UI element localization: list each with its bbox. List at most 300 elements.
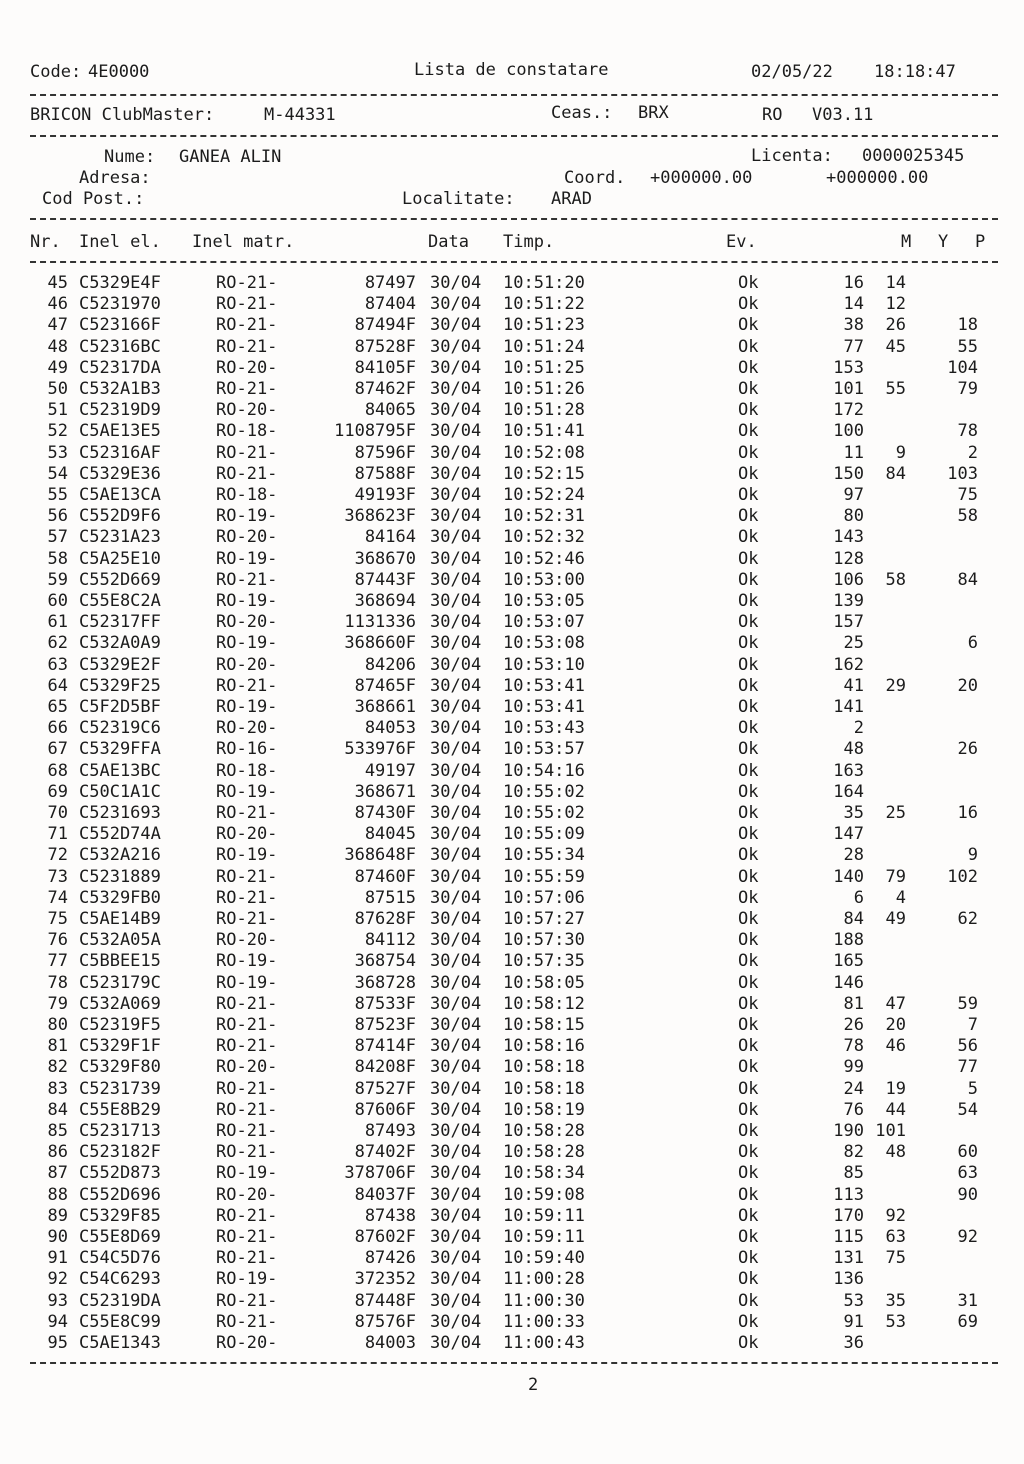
row-date: 30/04 <box>430 803 482 823</box>
column-header-inel-matr: Inel matr. <box>192 232 295 252</box>
column-header-m: M <box>901 232 912 252</box>
row-ring-country: RO-21- <box>216 994 278 1014</box>
table-row <box>0 315 1024 336</box>
row-time: 11:00:33 <box>503 1312 585 1332</box>
row-time: 10:55:09 <box>503 824 585 844</box>
row-date: 30/04 <box>430 421 482 441</box>
row-date: 30/04 <box>430 655 482 675</box>
row-date: 30/04 <box>430 1163 482 1183</box>
row-y: 29 <box>885 676 906 696</box>
row-y: 92 <box>885 1206 906 1226</box>
row-m: 113 <box>833 1185 864 1205</box>
row-ring-number: 87493 <box>364 1121 416 1141</box>
row-event: Ok <box>738 718 759 738</box>
row-p: 92 <box>957 1227 978 1247</box>
table-row <box>0 739 1024 760</box>
row-date: 30/04 <box>430 443 482 463</box>
locality-label: Localitate: <box>402 189 515 209</box>
row-event: Ok <box>738 867 759 887</box>
row-m: 99 <box>843 1057 864 1077</box>
row-p: 58 <box>957 506 978 526</box>
table-row <box>0 1206 1024 1227</box>
row-p: 55 <box>957 337 978 357</box>
row-ring-country: RO-19- <box>216 633 278 653</box>
row-date: 30/04 <box>430 570 482 590</box>
row-time: 10:57:35 <box>503 951 585 971</box>
row-ring-country: RO-21- <box>216 803 278 823</box>
row-time: 10:51:28 <box>503 400 585 420</box>
club-label: BRICON ClubMaster: <box>30 105 215 125</box>
row-m: 85 <box>843 1163 864 1183</box>
row-m: 14 <box>843 294 864 314</box>
row-ring-el: C52319F5 <box>79 1015 161 1035</box>
coord-x: +000000.00 <box>650 168 753 188</box>
row-time: 10:53:41 <box>503 697 585 717</box>
row-nr: 57 <box>47 527 68 547</box>
row-ring-el: C55E8B29 <box>79 1100 161 1120</box>
row-p: 5 <box>967 1079 978 1099</box>
row-ring-number: 87438 <box>364 1206 416 1226</box>
row-y: 19 <box>885 1079 906 1099</box>
row-nr: 91 <box>47 1248 68 1268</box>
row-y: 58 <box>885 570 906 590</box>
row-nr: 85 <box>47 1121 68 1141</box>
row-p: 18 <box>957 315 978 335</box>
row-ring-country: RO-21- <box>216 1227 278 1247</box>
row-event: Ok <box>738 1163 759 1183</box>
licence-value: 0000025345 <box>862 146 965 166</box>
row-p: 54 <box>957 1100 978 1120</box>
row-m: 146 <box>833 973 864 993</box>
ceas-label: Ceas.: <box>551 103 613 123</box>
row-ring-country: RO-21- <box>216 337 278 357</box>
row-event: Ok <box>738 845 759 865</box>
row-ring-country: RO-18- <box>216 761 278 781</box>
row-ring-country: RO-21- <box>216 1248 278 1268</box>
row-m: 188 <box>833 930 864 950</box>
row-y: 101 <box>875 1121 906 1141</box>
row-event: Ok <box>738 697 759 717</box>
row-time: 10:58:15 <box>503 1015 585 1035</box>
row-time: 10:58:12 <box>503 994 585 1014</box>
row-event: Ok <box>738 1185 759 1205</box>
row-p: 102 <box>947 867 978 887</box>
row-time: 10:59:08 <box>503 1185 585 1205</box>
row-event: Ok <box>738 1015 759 1035</box>
row-nr: 66 <box>47 718 68 738</box>
row-ring-el: C52316BC <box>79 337 161 357</box>
table-row <box>0 1142 1024 1163</box>
row-nr: 49 <box>47 358 68 378</box>
row-date: 30/04 <box>430 888 482 908</box>
row-ring-number: 87515 <box>364 888 416 908</box>
row-m: 101 <box>833 379 864 399</box>
row-ring-el: C52319C6 <box>79 718 161 738</box>
row-ring-country: RO-21- <box>216 1036 278 1056</box>
row-m: 48 <box>843 739 864 759</box>
row-date: 30/04 <box>430 315 482 335</box>
row-ring-number: 87426 <box>364 1248 416 1268</box>
row-ring-country: RO-18- <box>216 421 278 441</box>
row-ring-el: C5AE13BC <box>79 761 161 781</box>
row-date: 30/04 <box>430 358 482 378</box>
row-m: 140 <box>833 867 864 887</box>
row-m: 84 <box>843 909 864 929</box>
row-y: 53 <box>885 1312 906 1332</box>
table-row <box>0 1100 1024 1121</box>
row-nr: 74 <box>47 888 68 908</box>
row-m: 41 <box>843 676 864 696</box>
row-m: 150 <box>833 464 864 484</box>
row-ring-number: 87527F <box>354 1079 416 1099</box>
name-value: GANEA ALIN <box>179 147 282 167</box>
row-event: Ok <box>738 612 759 632</box>
row-ring-el: C5329F1F <box>79 1036 161 1056</box>
table-row <box>0 994 1024 1015</box>
row-ring-country: RO-21- <box>216 1142 278 1162</box>
row-date: 30/04 <box>430 930 482 950</box>
row-event: Ok <box>738 655 759 675</box>
table-row <box>0 633 1024 654</box>
row-time: 11:00:28 <box>503 1269 585 1289</box>
row-date: 30/04 <box>430 697 482 717</box>
table-row <box>0 1036 1024 1057</box>
version: V03.11 <box>812 105 874 125</box>
row-y: 63 <box>885 1227 906 1247</box>
row-m: 25 <box>843 633 864 653</box>
row-nr: 73 <box>47 867 68 887</box>
row-date: 30/04 <box>430 845 482 865</box>
row-date: 30/04 <box>430 464 482 484</box>
row-date: 30/04 <box>430 1227 482 1247</box>
row-ring-number: 87462F <box>354 379 416 399</box>
row-time: 10:59:11 <box>503 1206 585 1226</box>
row-time: 10:52:24 <box>503 485 585 505</box>
row-time: 10:58:28 <box>503 1121 585 1141</box>
row-date: 30/04 <box>430 676 482 696</box>
row-time: 10:58:18 <box>503 1079 585 1099</box>
code-value: 4E0000 <box>88 62 150 82</box>
row-m: 78 <box>843 1036 864 1056</box>
row-ring-country: RO-19- <box>216 697 278 717</box>
row-ring-el: C552D696 <box>79 1185 161 1205</box>
row-ring-number: 368648F <box>344 845 416 865</box>
row-ring-el: C52317DA <box>79 358 161 378</box>
row-m: 143 <box>833 527 864 547</box>
row-nr: 88 <box>47 1185 68 1205</box>
row-ring-country: RO-20- <box>216 718 278 738</box>
table-row <box>0 951 1024 972</box>
table-row <box>0 506 1024 527</box>
row-time: 10:57:30 <box>503 930 585 950</box>
row-nr: 79 <box>47 994 68 1014</box>
row-time: 10:55:59 <box>503 867 585 887</box>
row-ring-el: C54C6293 <box>79 1269 161 1289</box>
row-y: 49 <box>885 909 906 929</box>
row-date: 30/04 <box>430 951 482 971</box>
row-ring-country: RO-19- <box>216 1269 278 1289</box>
row-event: Ok <box>738 782 759 802</box>
row-ring-number: 378706F <box>344 1163 416 1183</box>
row-event: Ok <box>738 443 759 463</box>
row-nr: 50 <box>47 379 68 399</box>
table-row <box>0 888 1024 909</box>
row-ring-country: RO-21- <box>216 294 278 314</box>
row-event: Ok <box>738 1121 759 1141</box>
row-ring-number: 87460F <box>354 867 416 887</box>
row-time: 10:51:24 <box>503 337 585 357</box>
row-event: Ok <box>738 888 759 908</box>
row-m: 147 <box>833 824 864 844</box>
row-ring-el: C5AE13CA <box>79 485 161 505</box>
row-event: Ok <box>738 739 759 759</box>
row-ring-country: RO-19- <box>216 506 278 526</box>
row-date: 30/04 <box>430 379 482 399</box>
row-ring-country: RO-21- <box>216 379 278 399</box>
row-event: Ok <box>738 379 759 399</box>
row-nr: 54 <box>47 464 68 484</box>
row-nr: 67 <box>47 739 68 759</box>
row-p: 78 <box>957 421 978 441</box>
row-y: 84 <box>885 464 906 484</box>
table-row <box>0 1079 1024 1100</box>
row-date: 30/04 <box>430 782 482 802</box>
row-event: Ok <box>738 337 759 357</box>
row-event: Ok <box>738 1269 759 1289</box>
table-row <box>0 379 1024 400</box>
row-date: 30/04 <box>430 1036 482 1056</box>
row-event: Ok <box>738 1036 759 1056</box>
row-ring-el: C52317FF <box>79 612 161 632</box>
row-ring-number: 84037F <box>354 1185 416 1205</box>
row-ring-number: 368623F <box>344 506 416 526</box>
row-date: 30/04 <box>430 1206 482 1226</box>
row-ring-number: 87448F <box>354 1291 416 1311</box>
table-row <box>0 273 1024 294</box>
row-ring-country: RO-19- <box>216 845 278 865</box>
row-event: Ok <box>738 1079 759 1099</box>
row-nr: 59 <box>47 570 68 590</box>
row-ring-number: 87533F <box>354 994 416 1014</box>
row-date: 30/04 <box>430 909 482 929</box>
row-time: 10:55:02 <box>503 803 585 823</box>
table-row <box>0 782 1024 803</box>
table-row <box>0 1015 1024 1036</box>
row-nr: 45 <box>47 273 68 293</box>
row-event: Ok <box>738 1227 759 1247</box>
row-p: 77 <box>957 1057 978 1077</box>
row-ring-number: 368661 <box>354 697 416 717</box>
row-event: Ok <box>738 315 759 335</box>
table-row <box>0 845 1024 866</box>
row-ring-country: RO-21- <box>216 1100 278 1120</box>
row-nr: 71 <box>47 824 68 844</box>
row-y: 26 <box>885 315 906 335</box>
row-nr: 65 <box>47 697 68 717</box>
row-ring-country: RO-21- <box>216 888 278 908</box>
row-ring-country: RO-21- <box>216 273 278 293</box>
row-ring-el: C5AE1343 <box>79 1333 161 1353</box>
row-event: Ok <box>738 676 759 696</box>
row-ring-country: RO-21- <box>216 1291 278 1311</box>
row-time: 10:51:25 <box>503 358 585 378</box>
row-y: 48 <box>885 1142 906 1162</box>
row-time: 10:58:05 <box>503 973 585 993</box>
row-ring-number: 87414F <box>354 1036 416 1056</box>
row-date: 30/04 <box>430 718 482 738</box>
row-p: 9 <box>967 845 978 865</box>
row-time: 10:53:41 <box>503 676 585 696</box>
row-nr: 80 <box>47 1015 68 1035</box>
row-ring-el: C5329F85 <box>79 1206 161 1226</box>
table-row <box>0 761 1024 782</box>
row-m: 16 <box>843 273 864 293</box>
row-ring-country: RO-20- <box>216 655 278 675</box>
row-ring-number: 84164 <box>364 527 416 547</box>
row-time: 10:59:11 <box>503 1227 585 1247</box>
row-ring-number: 1131336 <box>344 612 416 632</box>
row-date: 30/04 <box>430 633 482 653</box>
row-m: 157 <box>833 612 864 632</box>
table-row <box>0 655 1024 676</box>
locality-value: ARAD <box>551 189 592 209</box>
row-time: 10:53:08 <box>503 633 585 653</box>
row-event: Ok <box>738 633 759 653</box>
row-ring-el: C5329FFA <box>79 739 161 759</box>
table-row <box>0 400 1024 421</box>
row-date: 30/04 <box>430 1121 482 1141</box>
row-event: Ok <box>738 761 759 781</box>
row-y: 35 <box>885 1291 906 1311</box>
row-nr: 68 <box>47 761 68 781</box>
row-ring-country: RO-21- <box>216 1206 278 1226</box>
row-date: 30/04 <box>430 1291 482 1311</box>
row-nr: 95 <box>47 1333 68 1353</box>
row-time: 10:58:18 <box>503 1057 585 1077</box>
table-row <box>0 824 1024 845</box>
row-p: 62 <box>957 909 978 929</box>
row-nr: 70 <box>47 803 68 823</box>
table-row <box>0 527 1024 548</box>
table-row <box>0 358 1024 379</box>
row-ring-country: RO-19- <box>216 1163 278 1183</box>
row-p: 31 <box>957 1291 978 1311</box>
row-y: 9 <box>895 443 906 463</box>
row-event: Ok <box>738 1142 759 1162</box>
row-time: 10:57:27 <box>503 909 585 929</box>
table-row <box>0 1248 1024 1269</box>
row-m: 11 <box>843 443 864 463</box>
table-row <box>0 1185 1024 1206</box>
row-ring-el: C55E8C99 <box>79 1312 161 1332</box>
row-ring-el: C552D873 <box>79 1163 161 1183</box>
row-ring-el: C532A069 <box>79 994 161 1014</box>
row-time: 10:51:41 <box>503 421 585 441</box>
row-ring-el: C5BBEE15 <box>79 951 161 971</box>
row-time: 10:51:26 <box>503 379 585 399</box>
row-m: 81 <box>843 994 864 1014</box>
table-row <box>0 1163 1024 1184</box>
row-p: 56 <box>957 1036 978 1056</box>
row-nr: 55 <box>47 485 68 505</box>
column-header-ev: Ev. <box>726 232 757 252</box>
row-date: 30/04 <box>430 485 482 505</box>
row-ring-country: RO-20- <box>216 400 278 420</box>
row-nr: 46 <box>47 294 68 314</box>
table-row <box>0 1269 1024 1290</box>
row-ring-country: RO-18- <box>216 485 278 505</box>
row-date: 30/04 <box>430 1015 482 1035</box>
row-m: 24 <box>843 1079 864 1099</box>
row-m: 91 <box>843 1312 864 1332</box>
row-ring-el: C552D9F6 <box>79 506 161 526</box>
table-row <box>0 1057 1024 1078</box>
row-event: Ok <box>738 1057 759 1077</box>
row-m: 38 <box>843 315 864 335</box>
table-row <box>0 421 1024 442</box>
row-ring-country: RO-21- <box>216 909 278 929</box>
row-ring-country: RO-20- <box>216 612 278 632</box>
row-ring-country: RO-21- <box>216 1312 278 1332</box>
row-nr: 51 <box>47 400 68 420</box>
row-event: Ok <box>738 421 759 441</box>
country-code: RO <box>762 105 783 125</box>
row-ring-number: 368660F <box>344 633 416 653</box>
row-event: Ok <box>738 527 759 547</box>
row-m: 136 <box>833 1269 864 1289</box>
row-y: 25 <box>885 803 906 823</box>
row-ring-el: C5A25E10 <box>79 549 161 569</box>
column-header-p: P <box>975 232 986 252</box>
row-time: 10:51:20 <box>503 273 585 293</box>
row-nr: 64 <box>47 676 68 696</box>
row-ring-number: 87465F <box>354 676 416 696</box>
row-ring-number: 87497 <box>364 273 416 293</box>
row-event: Ok <box>738 358 759 378</box>
row-ring-el: C5231A23 <box>79 527 161 547</box>
row-ring-number: 87430F <box>354 803 416 823</box>
row-ring-el: C532A0A9 <box>79 633 161 653</box>
row-ring-number: 87602F <box>354 1227 416 1247</box>
row-event: Ok <box>738 909 759 929</box>
row-time: 10:52:32 <box>503 527 585 547</box>
row-ring-number: 84003 <box>364 1333 416 1353</box>
row-ring-number: 84053 <box>364 718 416 738</box>
row-time: 10:57:06 <box>503 888 585 908</box>
row-ring-country: RO-21- <box>216 315 278 335</box>
row-y: 45 <box>885 337 906 357</box>
table-row <box>0 718 1024 739</box>
row-date: 30/04 <box>430 400 482 420</box>
row-date: 30/04 <box>430 973 482 993</box>
print-date: 02/05/22 <box>751 62 833 82</box>
table-row <box>0 570 1024 591</box>
row-m: 2 <box>853 718 864 738</box>
row-nr: 58 <box>47 549 68 569</box>
row-event: Ok <box>738 294 759 314</box>
column-header-y: Y <box>938 232 949 252</box>
table-row <box>0 1227 1024 1248</box>
row-ring-el: C5231970 <box>79 294 161 314</box>
row-m: 153 <box>833 358 864 378</box>
row-ring-country: RO-21- <box>216 867 278 887</box>
row-ring-el: C5329F80 <box>79 1057 161 1077</box>
row-m: 131 <box>833 1248 864 1268</box>
row-nr: 81 <box>47 1036 68 1056</box>
row-ring-country: RO-21- <box>216 1121 278 1141</box>
row-date: 30/04 <box>430 1333 482 1353</box>
row-ring-country: RO-19- <box>216 591 278 611</box>
